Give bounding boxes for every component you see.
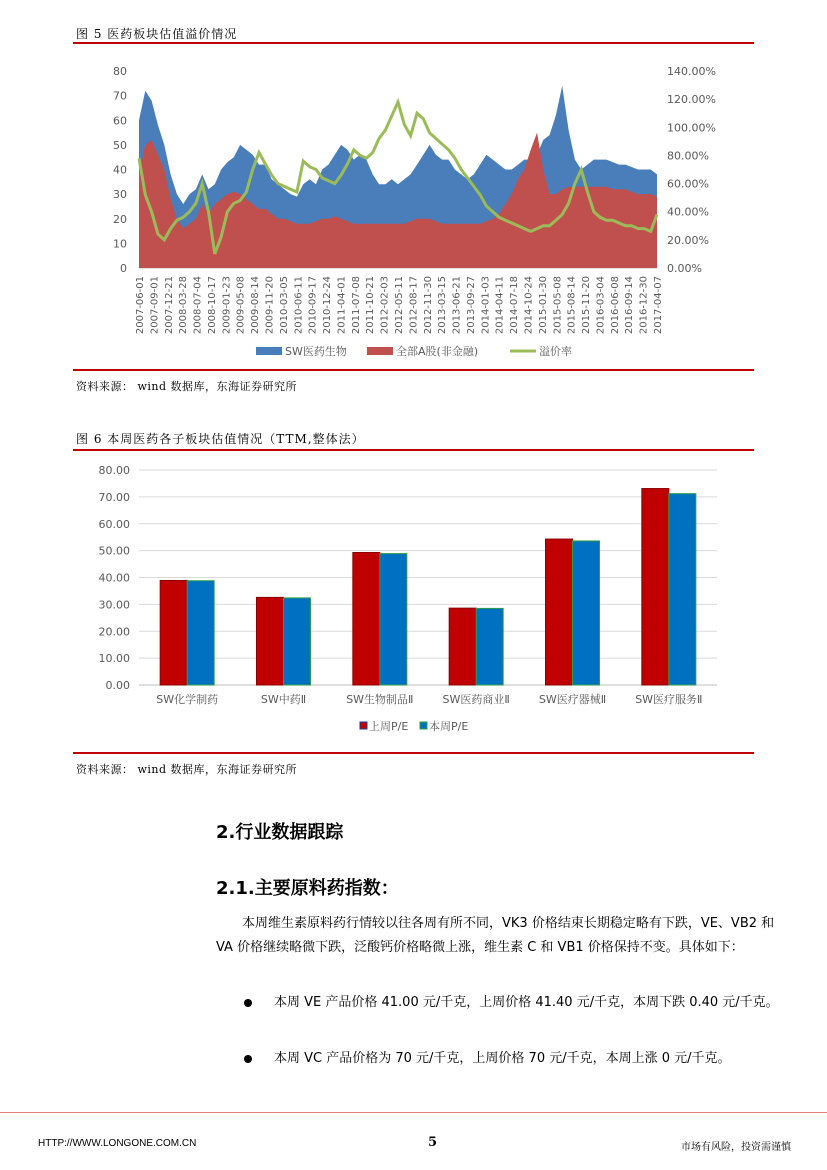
section-heading: 2.行业数据跟踪 [216, 822, 344, 843]
x-tick-label: 2009-01-23 [221, 276, 233, 335]
bar [353, 553, 380, 685]
x-tick-label: 2014-10-24 [523, 276, 535, 335]
bullet-item: 本周 VC 产品价格为 70 元/千克，上周价格 70 元/千克，本周上涨 0 元/千克。 [274, 1051, 731, 1066]
y-tick-label: 20.00 [98, 625, 130, 639]
y-right-tick-label: 120.00% [667, 93, 716, 107]
body-paragraph: 本周维生素原料药行情较以往各周有所不同，VK3 价格结束长期稳定略有下跌，VE、VB2 和 VA 价格继续略微下跌，泛酸钙价格略微上涨，维生素 C 和 VB1 价格保持不变。具体如下： [216, 916, 775, 955]
legend-swatch [420, 722, 427, 729]
x-tick-label: SW生物制品Ⅱ [346, 693, 414, 706]
x-tick-label: 2016-12-30 [638, 276, 650, 335]
footer-disclaimer: 市场有风险，投资需谨慎 [681, 1142, 791, 1153]
subsection-heading: 2.1.主要原料药指数： [216, 878, 399, 899]
figure-6-source: 资料来源： wind 数据库，东海证券研究所 [76, 763, 298, 776]
bar [449, 608, 476, 685]
bar [669, 494, 696, 685]
x-tick-label: 2014-01-03 [480, 276, 492, 335]
legend-label: 全部A股(非金融) [396, 345, 479, 358]
y-tick-label: 40.00 [98, 571, 130, 585]
x-tick-label: 2011-07-08 [350, 276, 362, 335]
caption-rule [73, 42, 754, 44]
x-tick-label: 2008-07-04 [192, 276, 204, 335]
y-left-tick-label: 50 [113, 138, 127, 152]
legend-label: 溢价率 [539, 345, 572, 358]
x-tick-label: SW医疗器械Ⅱ [538, 693, 607, 706]
bar [573, 541, 600, 685]
x-tick-label: 2009-05-08 [235, 276, 247, 335]
x-tick-label: 2014-04-11 [494, 276, 506, 335]
y-right-tick-label: 20.00% [667, 233, 709, 247]
bar [187, 581, 214, 685]
x-tick-label: 2015-05-08 [552, 276, 564, 335]
x-tick-label: 2010-03-05 [278, 276, 290, 335]
bar [380, 554, 407, 685]
x-tick-label: 2008-10-17 [206, 276, 218, 335]
x-tick-label: 2015-01-30 [537, 276, 549, 335]
x-tick-label: 2010-12-24 [322, 276, 334, 335]
y-tick-label: 70.00 [98, 490, 130, 504]
y-left-tick-label: 30 [113, 188, 127, 202]
x-tick-label: 2014-07-18 [509, 276, 521, 335]
x-tick-label: 2012-11-30 [422, 276, 434, 335]
y-tick-label: 0.00 [105, 679, 130, 692]
footer-url[interactable]: HTTP://WWW.LONGONE.COM.CN [38, 1138, 197, 1149]
bullet-icon [244, 999, 252, 1007]
x-tick-label: 2015-08-14 [566, 275, 578, 335]
x-tick-label: 2013-03-15 [437, 276, 449, 335]
x-tick-label: 2008-03-28 [178, 276, 190, 335]
y-left-tick-label: 80 [113, 65, 127, 78]
bar [284, 598, 311, 685]
legend-swatch [360, 722, 367, 729]
y-tick-label: 30.00 [98, 598, 130, 612]
figure-6-bottom-rule [73, 752, 754, 754]
legend-label: 上周P/E [369, 720, 409, 733]
legend-label: SW医药生物 [285, 345, 347, 358]
x-tick-label: 2012-05-11 [394, 276, 405, 335]
x-tick-label: 2016-09-14 [624, 276, 636, 335]
legend-label: 本周P/E [429, 720, 469, 733]
y-right-tick-label: 40.00% [667, 205, 709, 219]
valuation-premium-chart [73, 48, 754, 368]
x-tick-label: 2016-06-08 [609, 276, 621, 335]
y-left-tick-label: 70 [113, 89, 127, 103]
x-tick-label: SW医药商业Ⅱ [442, 693, 510, 706]
x-tick-label: 2015-11-20 [581, 276, 593, 335]
y-right-tick-label: 80.00% [667, 149, 709, 163]
figure-5-bottom-rule [73, 369, 754, 371]
x-tick-label: 2011-10-21 [365, 276, 377, 335]
legend-swatch [367, 347, 393, 355]
y-left-tick-label: 10 [113, 237, 127, 251]
x-tick-label: 2010-06-11 [293, 276, 305, 335]
x-tick-label: 2007-06-01 [135, 276, 146, 335]
y-tick-label: 80.00 [98, 464, 130, 477]
footer-rule [0, 1112, 827, 1113]
y-left-tick-label: 60 [113, 114, 127, 128]
bar [476, 608, 503, 685]
bar [546, 539, 573, 685]
y-tick-label: 10.00 [98, 652, 130, 666]
page-number: 5 [428, 1135, 438, 1150]
caption-rule [73, 449, 754, 451]
legend-swatch [256, 347, 282, 355]
x-tick-label: SW医疗服务Ⅱ [635, 693, 703, 706]
y-left-tick-label: 40 [113, 163, 127, 177]
y-right-tick-label: 60.00% [667, 177, 709, 191]
x-tick-label: 2017-04-07 [653, 276, 664, 335]
y-right-tick-label: 0.00% [667, 262, 702, 275]
x-tick-label: 2012-08-17 [408, 276, 420, 335]
y-left-tick-label: 0 [120, 262, 127, 275]
x-tick-label: 2009-11-20 [264, 276, 276, 335]
figure-6-caption: 图 6 本周医药各子板块估值情况（TTM,整体法） [76, 432, 365, 446]
x-tick-label: SW化学制药 [156, 693, 219, 706]
x-tick-label: 2007-12-21 [163, 276, 175, 335]
x-tick-label: 2011-04-01 [336, 276, 348, 335]
bar [642, 489, 669, 685]
bar [160, 580, 187, 685]
bar [257, 597, 284, 685]
x-tick-label: 2007-09-01 [149, 276, 161, 335]
x-tick-label: 2010-09-17 [307, 276, 319, 335]
bullet-item: 本周 VE 产品价格 41.00 元/千克，上周价格 41.40 元/千克，本周下跌 0.40 元/千克。 [274, 995, 779, 1010]
x-tick-label: 2009-08-14 [250, 276, 262, 335]
x-tick-label: 2016-03-04 [595, 276, 607, 335]
x-tick-label: 2013-06-21 [451, 276, 463, 335]
y-tick-label: 60.00 [98, 517, 130, 531]
sub-sector-pe-chart [73, 455, 754, 745]
y-right-tick-label: 100.00% [667, 121, 716, 135]
x-tick-label: SW中药Ⅱ [260, 693, 307, 706]
y-left-tick-label: 20 [113, 212, 127, 226]
figure-5-caption: 图 5 医药板块估值溢价情况 [76, 27, 238, 41]
bullet-icon [244, 1055, 252, 1063]
x-tick-label: 2012-02-03 [379, 276, 391, 335]
figure-5-source: 资料来源： wind 数据库，东海证券研究所 [76, 380, 298, 393]
y-tick-label: 50.00 [98, 544, 130, 558]
y-right-tick-label: 140.00% [667, 65, 716, 78]
x-tick-label: 2013-09-27 [465, 276, 477, 335]
